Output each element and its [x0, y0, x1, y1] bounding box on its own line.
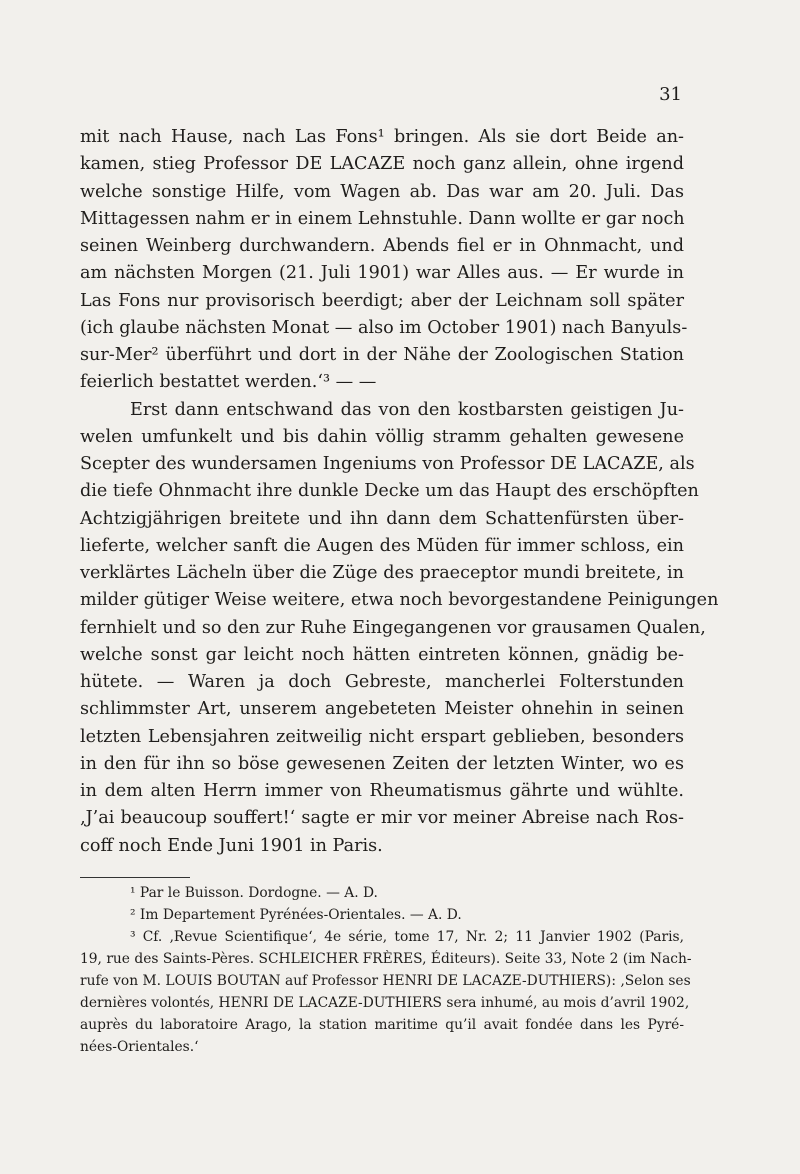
body-line: Mittagessen nahm er in einem Lehnstuhle. Dann wollte er gar noch: [80, 208, 685, 229]
page-number: 31: [659, 84, 682, 105]
body-line: mit nach Hause, nach Las Fons¹ bringen. Als sie dort Beide an-: [80, 127, 684, 147]
body-line: milder gütiger Weise weitere, etwa noch bevorgestandene Peinigungen: [80, 590, 719, 611]
body-line: seinen Weinberg durchwandern. Abends fiel er in Ohnmacht, und: [80, 236, 684, 256]
footnote-line: nées-Orientales.‘: [80, 1039, 199, 1055]
body-line: Achtzigjährigen breitete und ihn dann dem Schattenfürsten über-: [80, 508, 684, 529]
body-line: hütete. — Waren ja doch Gebreste, mancherlei Folterstunden: [80, 672, 684, 692]
body-line: letzten Lebensjahren zeitweilig nicht erspart geblieben, besonders: [80, 726, 684, 747]
body-line: ‚J’ai beaucoup souffert!‘ sagte er mir vor meiner Abreise nach Ros-: [80, 808, 684, 829]
footnote-line: auprès du laboratoire Arago, la station maritime qu’il avait fondée dans les Pyré-: [80, 1017, 684, 1033]
body-line: in den für ihn so böse gewesenen Zeiten der letzten Winter, wo es: [80, 753, 684, 774]
footnote-3: ³ Cf. ‚Revue Scientifique‘, 4e série, tome 17, Nr. 2; 11 Janvier 1902 (Paris,: [130, 929, 684, 945]
body-line: die tiefe Ohnmacht ihre dunkle Decke um das Haupt des erschöpften: [80, 481, 699, 502]
body-line: in dem alten Herrn immer von Rheumatismus gährte und wühlte.: [80, 781, 684, 801]
body-line: (ich glaube nächsten Monat — also im October 1901) nach Banyuls-: [80, 317, 688, 338]
body-line: lieferte, welcher sanft die Augen des Müden für immer schloss, ein: [80, 535, 684, 556]
footnote-divider: [80, 877, 190, 878]
footnote-line: rufe von M. LOUIS BOUTAN auf Professor HENRI DE LACAZE-DUTHIERS): ‚Selon ses: [80, 973, 691, 989]
body-line: welche sonst gar leicht noch hätten eintreten können, gnädig be-: [80, 644, 684, 665]
body-line: kamen, stieg Professor DE LACAZE noch ganz allein, ohne irgend: [80, 154, 684, 175]
footnote-line: dernières volontés, HENRI DE LACAZE-DUTHIERS sera inhumé, au mois d’avril 1902,: [80, 995, 690, 1011]
body-line: welen umfunkelt und bis dahin völlig stramm gehalten gewesene: [80, 426, 684, 447]
body-line: verklärtes Lächeln über die Züge des praeceptor mundi breitete, in: [80, 563, 684, 583]
body-text: [80, 124, 719, 860]
paragraph-start-line: Erst dann entschwand das von den kostbarsten geistigen Ju-: [130, 399, 684, 420]
body-line: feierlich bestattet werden.‘³ — —: [80, 372, 377, 393]
footnote-2: ² Im Departement Pyrénées-Orientales. — A. D.: [130, 907, 462, 923]
footnotes: [80, 882, 692, 1058]
body-line: welche sonstige Hilfe, vom Wagen ab. Das war am 20. Juli. Das: [80, 181, 684, 202]
body-line: Las Fons nur provisorisch beerdigt; aber der Leichnam soll später: [80, 290, 684, 311]
footnote-line: 19, rue des Saints-Pères. SCHLEICHER FRÈRES, Éditeurs). Seite 33, Note 2 (im Nach-: [80, 951, 692, 967]
body-line: Scepter des wundersamen Ingeniums von Professor DE LACAZE, als: [80, 454, 695, 474]
body-line: schlimmster Art, unserem angebeteten Meister ohnehin in seinen: [80, 699, 684, 720]
footnote-1: ¹ Par le Buisson. Dordogne. — A. D.: [130, 885, 378, 901]
body-line: fernhielt und so den zur Ruhe Eingegangenen vor grausamen Qualen,: [80, 617, 706, 638]
body-line: sur-Mer² überführt und dort in der Nähe der Zoologischen Station: [80, 345, 684, 365]
body-line: am nächsten Morgen (21. Juli 1901) war Alles aus. — Er wurde in: [80, 263, 684, 284]
body-line: coff noch Ende Juni 1901 in Paris.: [80, 835, 383, 856]
